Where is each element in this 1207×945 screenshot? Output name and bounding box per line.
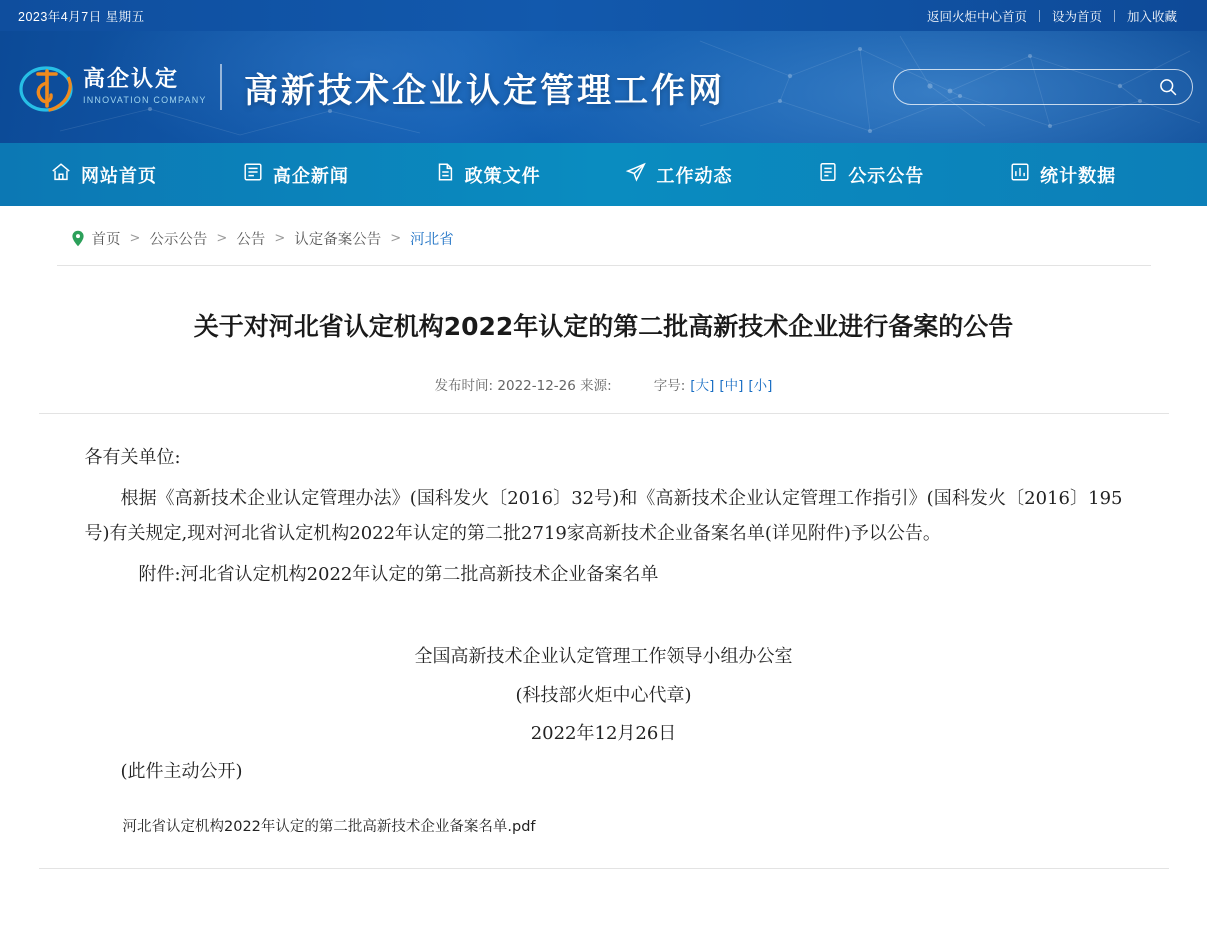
font-size-medium[interactable]: [中] xyxy=(719,377,744,394)
logo-title-en: INNOVATION COMPANY xyxy=(83,95,207,105)
article-attachment-line: 附件:河北省认定机构2022年认定的第二批高新技术企业备案名单 xyxy=(138,563,659,585)
breadcrumb-item-hebei[interactable]: 河北省 xyxy=(410,232,454,248)
breadcrumb-separator: > xyxy=(129,231,141,246)
font-size-small[interactable]: [小] xyxy=(748,377,773,394)
signature-date: 2022年12月26日 xyxy=(530,723,677,745)
main-nav xyxy=(0,143,1207,206)
top-links xyxy=(915,7,1189,25)
nav-label: 工作动态 xyxy=(656,165,733,187)
publish-time-label: 发布时间: xyxy=(434,377,494,394)
font-size-control xyxy=(654,374,773,394)
link-set-homepage[interactable]: 设为首页 xyxy=(1051,9,1102,24)
link-torch-center-home[interactable]: 返回火炬中心首页 xyxy=(926,9,1027,24)
location-pin-icon xyxy=(71,230,85,247)
search-icon[interactable] xyxy=(1158,77,1178,97)
breadcrumb-item-recognition-filing[interactable]: 认定备案公告 xyxy=(294,232,382,248)
attachment-file-link[interactable]: 河北省认定机构2022年认定的第二批高新技术企业备案名单.pdf xyxy=(122,819,536,836)
site-header xyxy=(0,31,1207,143)
font-size-large[interactable]: [大] xyxy=(690,377,715,394)
nav-label: 统计数据 xyxy=(1040,165,1117,187)
breadcrumb-item-announcements[interactable]: 公示公告 xyxy=(149,232,208,248)
attachment-list xyxy=(57,805,1151,842)
nav-item-news[interactable] xyxy=(220,161,412,188)
breadcrumb-separator: > xyxy=(216,231,228,246)
chart-icon xyxy=(1009,161,1031,188)
site-logo[interactable] xyxy=(18,59,208,115)
source-label: 来源: xyxy=(580,377,612,394)
top-utility-bar xyxy=(0,0,1207,31)
nav-label: 网站首页 xyxy=(81,165,157,187)
breadcrumb xyxy=(57,206,1151,266)
publish-time-value: 2022-12-26 xyxy=(497,377,576,394)
font-size-label: 字号: xyxy=(653,377,686,394)
publish-info xyxy=(435,374,612,394)
search-box[interactable] xyxy=(893,69,1193,105)
breadcrumb-item-home[interactable]: 首页 xyxy=(91,232,121,248)
page-title: 高新技术企业认定管理工作网 xyxy=(244,70,725,111)
nav-item-statistics[interactable] xyxy=(987,161,1179,188)
signature-seal: (科技部火炬中心代章) xyxy=(515,684,692,706)
current-date: 2023年4月7日 星期五 xyxy=(18,9,145,24)
paper-plane-icon xyxy=(625,161,647,188)
breadcrumb-separator: > xyxy=(390,231,402,246)
nav-item-home[interactable] xyxy=(28,161,220,188)
news-icon xyxy=(242,161,264,188)
nav-item-policy[interactable] xyxy=(412,161,604,188)
home-icon xyxy=(50,161,72,188)
nav-label: 高企新闻 xyxy=(272,165,349,187)
signature-org: 全国高新技术企业认定管理工作领导小组办公室 xyxy=(414,645,793,667)
article-paragraph-salutation: 各有关单位: xyxy=(84,446,181,468)
nav-item-work-updates[interactable] xyxy=(603,161,795,188)
article-title: 关于对河北省认定机构2022年认定的第二批高新技术企业进行备案的公告 xyxy=(193,312,1014,341)
breadcrumb-item-notice[interactable]: 公告 xyxy=(236,232,266,248)
breadcrumb-separator: > xyxy=(274,231,286,246)
document-icon xyxy=(434,161,456,188)
link-add-favorite[interactable]: 加入收藏 xyxy=(1126,9,1177,24)
nav-label: 公示公告 xyxy=(848,165,925,187)
article-paragraph-main: 根据《高新技术企业认定管理办法》(国科发火〔2016〕32号)和《高新技术企业认定管理工作指引》(国科发火〔2016〕195号)有关规定,现对河北省认定机构2022年认定的第二批2719家高新技术企业备案名单(详见附件)予以公告。 xyxy=(84,487,1123,544)
article-meta xyxy=(57,374,1151,394)
nav-item-announcements[interactable] xyxy=(795,161,987,188)
bottom-divider xyxy=(39,868,1169,869)
article-open-note: (此件主动公开) xyxy=(120,760,243,782)
article-signature xyxy=(85,638,1123,754)
nav-label: 政策文件 xyxy=(464,165,541,187)
header-divider xyxy=(220,64,222,110)
announcement-icon xyxy=(817,161,839,188)
logo-title-cn: 高企认定 xyxy=(83,67,180,92)
article-body xyxy=(57,414,1151,806)
search-input[interactable] xyxy=(908,79,1158,96)
logo-mark-icon xyxy=(18,59,74,115)
